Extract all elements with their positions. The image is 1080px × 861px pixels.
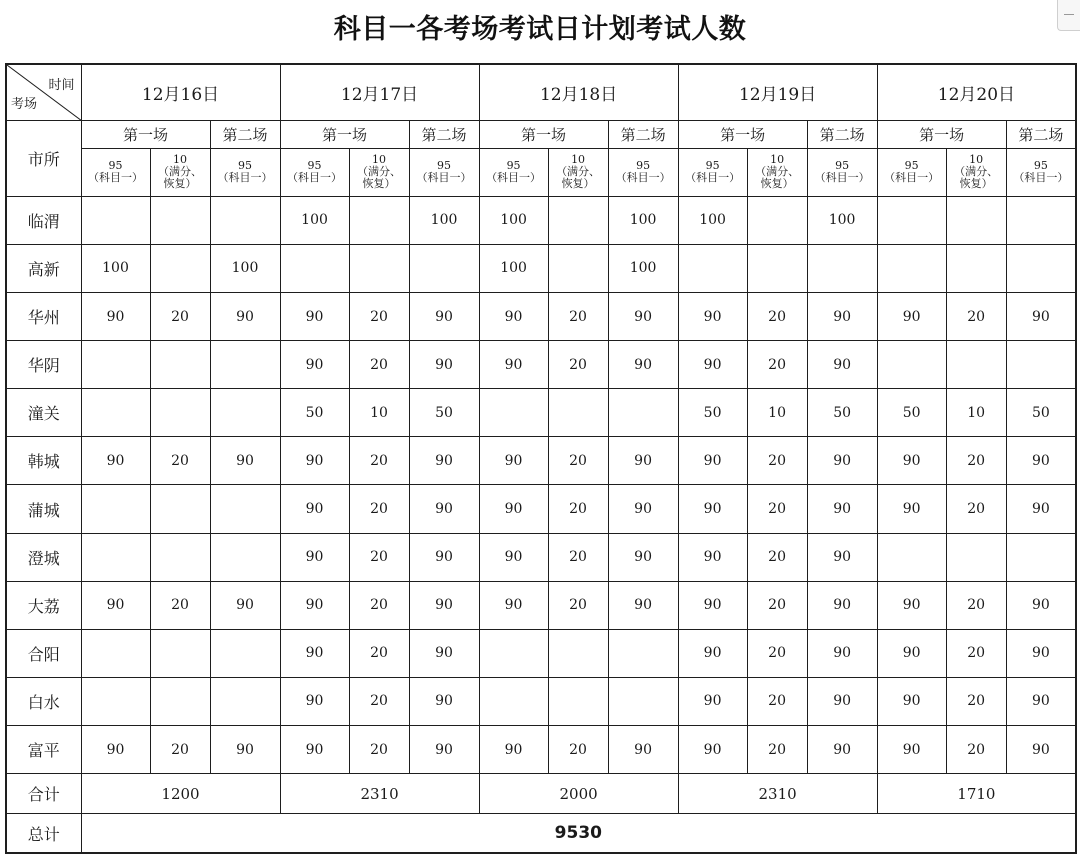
count-cell: 20: [747, 677, 807, 725]
count-cell: 90: [81, 437, 150, 485]
subject-subheader-line: 10: [571, 153, 586, 167]
count-cell: 90: [280, 726, 349, 774]
session-second-header: 第二场: [608, 120, 678, 148]
count-cell: 90: [479, 533, 548, 581]
count-cell: 100: [479, 196, 548, 244]
count-cell: 20: [548, 437, 608, 485]
site-column-heading: 市所: [6, 120, 81, 196]
count-cell: [548, 677, 608, 725]
count-cell: [877, 244, 946, 292]
date-header-row: [6, 64, 1076, 120]
count-cell: 10: [747, 389, 807, 437]
count-cell: 90: [210, 581, 280, 629]
count-cell: 90: [877, 726, 946, 774]
count-cell: 90: [608, 581, 678, 629]
count-cell: 20: [946, 485, 1006, 533]
subject-subheader-line: 95: [437, 159, 452, 173]
count-cell: 90: [280, 485, 349, 533]
count-cell: 90: [807, 341, 877, 389]
count-cell: 90: [280, 677, 349, 725]
count-cell: 50: [807, 389, 877, 437]
count-cell: 90: [210, 437, 280, 485]
date-header: 12月20日: [877, 64, 1076, 120]
subject-subheader: [807, 148, 877, 196]
subject-subheader: [548, 148, 608, 196]
count-cell: 90: [479, 437, 548, 485]
count-cell: [548, 629, 608, 677]
count-cell: [548, 244, 608, 292]
subject-subheader: [150, 148, 210, 196]
count-cell: 90: [81, 581, 150, 629]
count-cell: 20: [349, 629, 409, 677]
count-cell: 100: [409, 196, 479, 244]
count-cell: 90: [678, 726, 747, 774]
count-cell: 90: [807, 533, 877, 581]
subject-subheader-line: 95: [904, 159, 919, 173]
session-second-header: 第二场: [807, 120, 877, 148]
subject-subheader-line: 95: [1033, 159, 1048, 173]
session-header-row: [6, 120, 1076, 148]
count-cell: 20: [150, 726, 210, 774]
site-name-cell: 白水: [6, 677, 81, 725]
count-cell: 20: [349, 485, 409, 533]
count-cell: 90: [1006, 677, 1076, 725]
count-cell: 90: [678, 485, 747, 533]
count-cell: 90: [678, 581, 747, 629]
corner-time-label: 时间: [48, 78, 75, 93]
count-cell: [747, 244, 807, 292]
subject-subheader: [747, 148, 807, 196]
subject-subheader-line: 恢复）: [163, 177, 197, 191]
table-row: [6, 196, 1076, 244]
count-cell: [150, 341, 210, 389]
subject-subheader-line: （科目一）: [1013, 171, 1069, 185]
count-cell: 90: [1006, 629, 1076, 677]
count-cell: 90: [409, 677, 479, 725]
count-cell: [608, 629, 678, 677]
site-name-cell: 临渭: [6, 196, 81, 244]
subject-subheader-line: （满分、: [158, 165, 202, 179]
count-cell: 20: [150, 437, 210, 485]
count-cell: 90: [807, 485, 877, 533]
count-cell: 90: [81, 726, 150, 774]
count-cell: 90: [210, 293, 280, 341]
count-cell: [1006, 341, 1076, 389]
subject-subheader: [877, 148, 946, 196]
count-cell: [479, 389, 548, 437]
count-cell: 90: [1006, 485, 1076, 533]
subject-subheader-line: 95: [307, 159, 322, 173]
table-row: [6, 485, 1076, 533]
count-cell: [946, 244, 1006, 292]
count-cell: 90: [877, 629, 946, 677]
count-cell: 90: [409, 485, 479, 533]
count-cell: 90: [479, 726, 548, 774]
count-cell: [150, 485, 210, 533]
count-cell: 90: [409, 581, 479, 629]
count-cell: [210, 677, 280, 725]
count-cell: 100: [81, 244, 150, 292]
site-name-cell: 合阳: [6, 629, 81, 677]
count-cell: 100: [479, 244, 548, 292]
daily-subtotal-cell: 2000: [479, 774, 678, 814]
corner-header-cell: [6, 64, 81, 120]
site-name-cell: 富平: [6, 726, 81, 774]
count-cell: [210, 341, 280, 389]
count-cell: 90: [678, 629, 747, 677]
count-cell: [280, 244, 349, 292]
count-cell: [548, 389, 608, 437]
count-cell: 90: [409, 341, 479, 389]
count-cell: [81, 629, 150, 677]
count-cell: 90: [1006, 293, 1076, 341]
count-cell: 20: [946, 293, 1006, 341]
count-cell: 20: [548, 581, 608, 629]
subject-subheader-line: （满分、: [755, 165, 800, 179]
table-row: [6, 629, 1076, 677]
subject-subheader-line: 95: [506, 159, 521, 173]
subject-subheader: [81, 148, 150, 196]
count-cell: [747, 196, 807, 244]
page-title: 科目一各考场考试日计划考试人数: [333, 14, 747, 45]
count-cell: [150, 677, 210, 725]
daily-subtotal-cell: 1200: [81, 774, 280, 814]
count-cell: [349, 244, 409, 292]
count-cell: [479, 629, 548, 677]
session-first-header: 第一场: [479, 120, 608, 148]
count-cell: 90: [81, 293, 150, 341]
table-row: [6, 581, 1076, 629]
count-cell: 100: [608, 244, 678, 292]
count-cell: 90: [608, 533, 678, 581]
count-cell: 50: [678, 389, 747, 437]
count-cell: [81, 677, 150, 725]
count-cell: [210, 485, 280, 533]
count-cell: 90: [807, 677, 877, 725]
site-name-cell: 韩城: [6, 437, 81, 485]
table-row: [6, 293, 1076, 341]
subject-subheader: [349, 148, 409, 196]
count-cell: 100: [807, 196, 877, 244]
count-cell: 90: [280, 341, 349, 389]
count-cell: 20: [747, 726, 807, 774]
subject-subheader-line: （满分、: [556, 165, 601, 179]
count-cell: [349, 196, 409, 244]
count-cell: [81, 389, 150, 437]
subject-subheader-line: （科目一）: [287, 171, 343, 185]
count-cell: 90: [608, 437, 678, 485]
count-cell: 20: [349, 437, 409, 485]
subject-subheader-line: 10: [770, 153, 785, 167]
daily-subtotal-cell: 1710: [877, 774, 1076, 814]
count-cell: 50: [280, 389, 349, 437]
count-cell: [1006, 533, 1076, 581]
count-cell: [877, 341, 946, 389]
date-header: 12月18日: [479, 64, 678, 120]
count-cell: [210, 629, 280, 677]
table-row: [6, 389, 1076, 437]
table-row: [6, 437, 1076, 485]
daily-subtotal-cell: 2310: [280, 774, 479, 814]
subject-subheader-line: （满分、: [954, 165, 999, 179]
count-cell: [548, 196, 608, 244]
count-cell: 20: [349, 581, 409, 629]
count-cell: 90: [678, 677, 747, 725]
subtotal-label: 合计: [6, 774, 81, 814]
count-cell: 90: [807, 629, 877, 677]
subject-subheader: [210, 148, 280, 196]
count-cell: 90: [479, 341, 548, 389]
count-cell: 20: [349, 341, 409, 389]
date-header: 12月19日: [678, 64, 877, 120]
count-cell: 20: [946, 677, 1006, 725]
count-cell: 90: [210, 726, 280, 774]
subject-subheader-line: （科目一）: [685, 171, 741, 185]
count-cell: 20: [747, 485, 807, 533]
count-cell: [150, 244, 210, 292]
count-cell: [210, 389, 280, 437]
subject-subheader-line: 95: [636, 159, 651, 173]
count-cell: 20: [548, 341, 608, 389]
count-cell: [678, 244, 747, 292]
count-cell: [150, 629, 210, 677]
site-name-cell: 蒲城: [6, 485, 81, 533]
subject-header-row: [6, 148, 1076, 196]
count-cell: 90: [807, 437, 877, 485]
subject-subheader-line: 95: [705, 159, 720, 173]
count-cell: 20: [349, 533, 409, 581]
count-cell: 20: [946, 437, 1006, 485]
session-second-header: 第二场: [210, 120, 280, 148]
count-cell: [608, 389, 678, 437]
subject-subheader-line: 恢复）: [561, 177, 595, 191]
count-cell: 20: [747, 629, 807, 677]
count-cell: [81, 533, 150, 581]
subject-subheader-line: 10: [372, 153, 387, 167]
count-cell: 90: [1006, 726, 1076, 774]
grand-total-label: 总计: [6, 814, 81, 853]
count-cell: [81, 341, 150, 389]
count-cell: 20: [946, 581, 1006, 629]
count-cell: 90: [608, 485, 678, 533]
count-cell: [1006, 196, 1076, 244]
count-cell: 90: [678, 533, 747, 581]
grand-total-value: 9530: [81, 814, 1076, 853]
count-cell: 20: [548, 726, 608, 774]
count-cell: 100: [608, 196, 678, 244]
site-name-cell: 华州: [6, 293, 81, 341]
site-name-cell: 澄城: [6, 533, 81, 581]
subject-subheader: [280, 148, 349, 196]
subject-subheader-line: 恢复）: [362, 177, 396, 191]
count-cell: 20: [548, 533, 608, 581]
count-cell: 50: [877, 389, 946, 437]
count-cell: 90: [608, 293, 678, 341]
count-cell: [210, 196, 280, 244]
subject-subheader-line: （科目一）: [884, 171, 940, 185]
date-header: 12月16日: [81, 64, 280, 120]
session-first-header: 第一场: [678, 120, 807, 148]
count-cell: 20: [946, 629, 1006, 677]
count-cell: 90: [280, 581, 349, 629]
count-cell: 20: [349, 677, 409, 725]
count-cell: 90: [1006, 581, 1076, 629]
count-cell: [946, 533, 1006, 581]
site-name-cell: 潼关: [6, 389, 81, 437]
count-cell: 20: [349, 293, 409, 341]
subject-subheader: [409, 148, 479, 196]
subject-subheader-line: 95: [835, 159, 850, 173]
count-cell: [81, 196, 150, 244]
subject-subheader-line: 95: [238, 159, 253, 173]
count-cell: 90: [479, 293, 548, 341]
subject-subheader: [608, 148, 678, 196]
count-cell: 20: [747, 341, 807, 389]
count-cell: 90: [877, 293, 946, 341]
count-cell: 20: [150, 293, 210, 341]
subject-subheader: [1006, 148, 1076, 196]
subject-subheader-line: 10: [173, 153, 187, 167]
site-name-cell: 高新: [6, 244, 81, 292]
table-row: [6, 533, 1076, 581]
session-first-header: 第一场: [280, 120, 409, 148]
count-cell: [877, 196, 946, 244]
count-cell: [150, 389, 210, 437]
count-cell: 90: [409, 629, 479, 677]
corner-site-label: 考场: [11, 96, 38, 112]
count-cell: 20: [747, 293, 807, 341]
count-cell: 90: [608, 341, 678, 389]
count-cell: 90: [409, 293, 479, 341]
subject-subheader: [479, 148, 548, 196]
session-first-header: 第一场: [81, 120, 210, 148]
count-cell: 100: [678, 196, 747, 244]
count-cell: 20: [150, 581, 210, 629]
count-cell: [81, 485, 150, 533]
count-cell: [946, 341, 1006, 389]
count-cell: 90: [409, 726, 479, 774]
count-cell: 90: [877, 485, 946, 533]
count-cell: 10: [946, 389, 1006, 437]
grand-total-row: [6, 814, 1076, 853]
count-cell: 100: [280, 196, 349, 244]
subject-subheader: [678, 148, 747, 196]
count-cell: 90: [280, 293, 349, 341]
count-cell: [807, 244, 877, 292]
count-cell: 90: [807, 581, 877, 629]
count-cell: 90: [479, 581, 548, 629]
count-cell: 20: [548, 485, 608, 533]
count-cell: 90: [1006, 437, 1076, 485]
count-cell: 20: [747, 533, 807, 581]
count-cell: 90: [877, 581, 946, 629]
date-header: 12月17日: [280, 64, 479, 120]
session-first-header: 第一场: [877, 120, 1006, 148]
count-cell: [210, 533, 280, 581]
subtotal-row: [6, 774, 1076, 814]
count-cell: 20: [747, 581, 807, 629]
count-cell: 90: [608, 726, 678, 774]
subject-subheader-line: 95: [108, 159, 123, 173]
count-cell: 90: [877, 677, 946, 725]
count-cell: 50: [1006, 389, 1076, 437]
subject-subheader-line: （满分、: [357, 165, 402, 179]
count-cell: [608, 677, 678, 725]
count-cell: 90: [807, 293, 877, 341]
count-cell: 100: [210, 244, 280, 292]
site-name-cell: 华阴: [6, 341, 81, 389]
count-cell: 20: [747, 437, 807, 485]
subject-subheader-line: 恢复）: [959, 177, 993, 191]
count-cell: 90: [280, 533, 349, 581]
daily-subtotal-cell: 2310: [678, 774, 877, 814]
subject-subheader-line: （科目一）: [416, 171, 472, 185]
count-cell: 90: [409, 437, 479, 485]
count-cell: 90: [807, 726, 877, 774]
count-cell: [946, 196, 1006, 244]
session-second-header: 第二场: [1006, 120, 1076, 148]
subject-subheader-line: （科目一）: [88, 171, 143, 185]
count-cell: 90: [280, 629, 349, 677]
count-cell: 90: [678, 437, 747, 485]
count-cell: 90: [479, 485, 548, 533]
subject-subheader-line: （科目一）: [814, 171, 870, 185]
count-cell: [150, 196, 210, 244]
session-second-header: 第二场: [409, 120, 479, 148]
subject-subheader-line: （科目一）: [217, 171, 273, 185]
count-cell: [150, 533, 210, 581]
count-cell: 90: [678, 341, 747, 389]
subject-subheader-line: （科目一）: [486, 171, 542, 185]
count-cell: 20: [349, 726, 409, 774]
scroll-corner-handle[interactable]: [1057, 0, 1080, 31]
count-cell: 90: [409, 533, 479, 581]
subject-subheader-line: 10: [969, 153, 984, 167]
count-cell: 50: [409, 389, 479, 437]
count-cell: 20: [548, 293, 608, 341]
count-cell: [479, 677, 548, 725]
exam-schedule-table: [5, 63, 1077, 854]
subject-subheader-line: 恢复）: [760, 177, 794, 191]
count-cell: 10: [349, 389, 409, 437]
count-cell: 90: [877, 437, 946, 485]
count-cell: 90: [280, 437, 349, 485]
collapse-icon: [1064, 14, 1074, 15]
table-row: [6, 726, 1076, 774]
table-row: [6, 677, 1076, 725]
table-row: [6, 244, 1076, 292]
count-cell: [877, 533, 946, 581]
site-name-cell: 大荔: [6, 581, 81, 629]
count-cell: 20: [946, 726, 1006, 774]
subject-subheader: [946, 148, 1006, 196]
count-cell: [409, 244, 479, 292]
count-cell: 90: [678, 293, 747, 341]
table-row: [6, 341, 1076, 389]
subject-subheader-line: （科目一）: [615, 171, 671, 185]
count-cell: [1006, 244, 1076, 292]
